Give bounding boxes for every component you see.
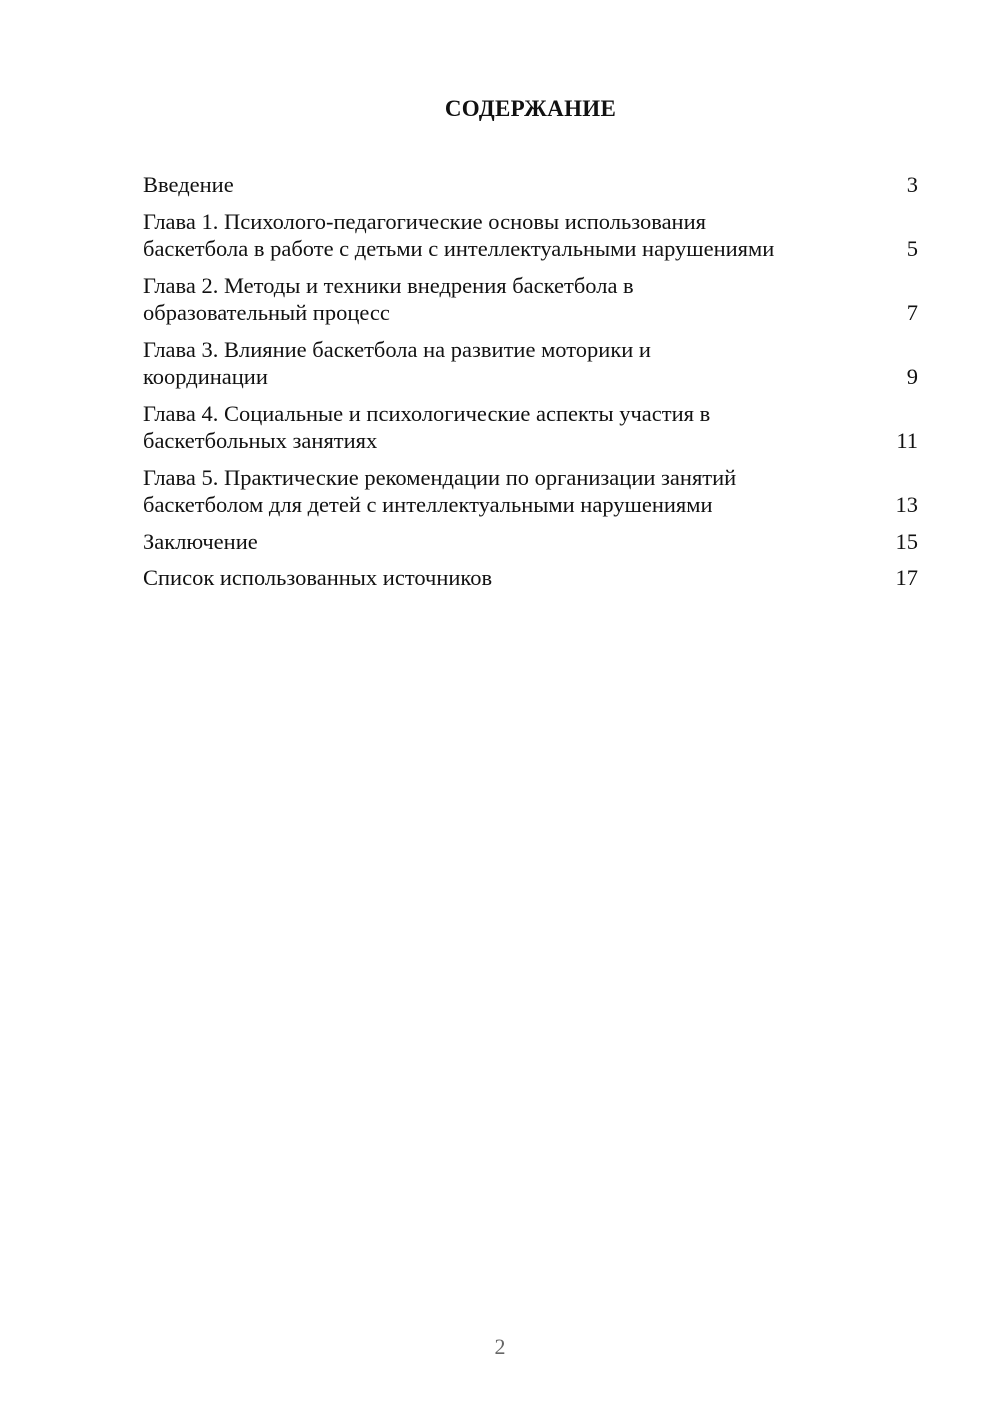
toc-entry-references	[143, 564, 918, 592]
toc-entry-label: Заключение	[143, 528, 258, 554]
toc-entry-label: Глава 1. Психолого-педагогические основы использования баскетбола в работе с детьми с интеллектуальными нарушениями	[143, 208, 775, 261]
toc-entry-chapter-2	[143, 272, 918, 327]
toc-entry-label: Глава 3. Влияние баскетбола на развитие моторики и координации	[143, 336, 651, 389]
page-number: 2	[494, 1334, 506, 1359]
toc-entry-label: Глава 4. Социальные и психологические аспекты участия в баскетбольных занятиях	[143, 400, 711, 453]
toc-entry-chapter-3	[143, 336, 918, 391]
toc-entry-label: Введение	[143, 172, 234, 197]
toc-entry-chapter-4	[143, 400, 918, 455]
toc-entry-chapter-1	[143, 208, 918, 263]
toc-entry-label: Глава 5. Практические рекомендации по организации занятий баскетболом для детей с интеллектуальными нарушениями	[143, 464, 737, 517]
toc-list	[143, 171, 918, 592]
toc-entry-conclusion	[143, 528, 918, 556]
toc-entry-chapter-5	[143, 464, 918, 519]
toc-entry-introduction	[143, 171, 918, 199]
toc-entry-page: 3	[906, 172, 918, 197]
toc-title: СОДЕРЖАНИЕ	[444, 96, 617, 121]
toc-entry-page: 13	[895, 492, 918, 517]
toc-entry-label: Список использованных источников	[143, 565, 493, 590]
toc-entry-page: 5	[906, 236, 918, 261]
toc-entry-page: 15	[895, 528, 918, 554]
toc-entry-page: 9	[906, 364, 918, 389]
toc-entry-page: 11	[896, 428, 918, 453]
toc-entry-page: 17	[895, 565, 918, 590]
toc-entry-label: Глава 2. Методы и техники внедрения баскетбола в образовательный процесс	[143, 272, 634, 325]
toc-entry-page: 7	[906, 300, 918, 325]
